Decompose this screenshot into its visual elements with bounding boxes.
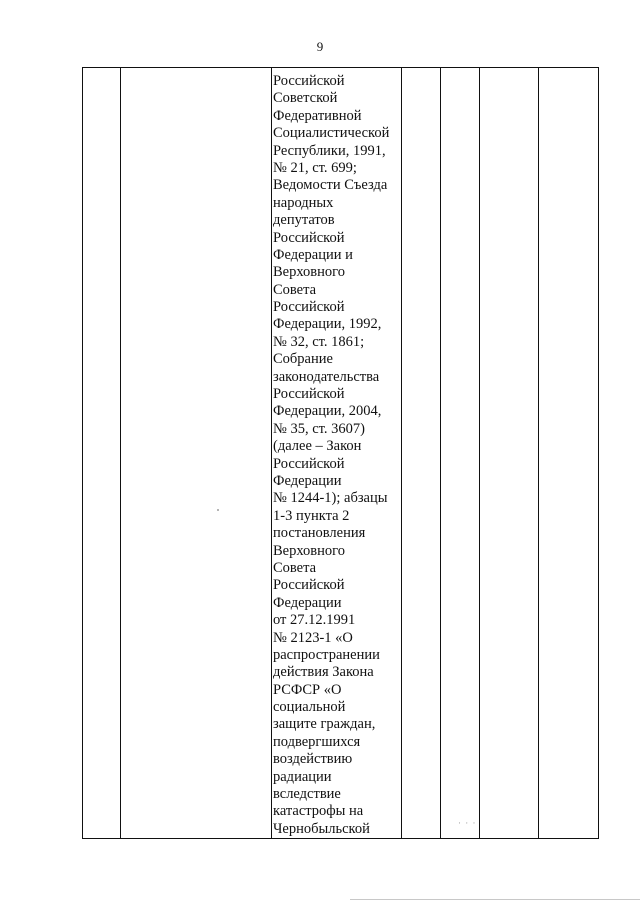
cell-line: Российской [273,299,345,316]
page-number: 9 [316,39,324,54]
cell-line: Советской [273,90,338,107]
legal-basis-cell-text [273,73,401,838]
cell-line: Федерации [273,594,342,611]
cell-line: Ведомости Съезда [273,177,388,194]
cell-line: РСФСР «О [273,681,342,698]
cell-line: Верховного [273,264,345,281]
cell-line: действия Закона [273,664,374,681]
cell-line: № 1244-1); абзацы [273,490,388,507]
cell-line: Федерации [273,472,342,489]
cell-line: постановления [273,525,366,542]
cell-line: № 2123-1 «О [273,629,353,646]
scan-dot [217,509,219,511]
column-divider [538,68,539,838]
cell-line: Федерации, 2004, [273,403,382,420]
cell-line: вследствие [273,786,341,803]
page-bottom-edge [350,899,640,900]
cell-line: (далее – Закон [273,438,362,455]
cell-line: Совета [273,281,317,298]
cell-line: законодательства [273,368,380,385]
cell-line: депутатов [273,212,335,229]
scan-artifact: · · · [458,818,477,828]
cell-line: Республики, 1991, [273,142,386,159]
cell-line: Совета [273,559,317,576]
cell-line: защите граждан, [273,716,376,733]
cell-line: Верховного [273,542,345,559]
cell-line: от 27.12.1991 [273,612,356,629]
cell-line: народных [273,194,334,211]
cell-line: Собрание [273,351,333,368]
cell-line: подвергшихся [273,733,361,750]
cell-line: воздействию [273,751,353,768]
cell-line: № 21, ст. 699; [273,159,357,176]
cell-line: Российской [273,455,345,472]
cell-line: социальной [273,699,346,716]
column-divider [440,68,441,838]
cell-line: Федерации и [273,246,353,263]
cell-line: Российской [273,229,345,246]
cell-line: Российской [273,386,345,403]
cell-line: № 35, ст. 3607) [273,420,365,437]
cell-line: 1-3 пункта 2 [273,507,350,524]
column-divider [120,68,121,838]
cell-line: радиации [273,768,332,785]
column-divider [479,68,480,838]
column-divider [401,68,402,838]
cell-line: Социалистической [273,125,390,142]
cell-line: распространении [273,646,380,663]
cell-line: Российской [273,577,345,594]
cell-line: катастрофы на [273,803,364,820]
document-table [82,67,599,839]
cell-line: Федеративной [273,107,362,124]
column-divider [271,68,272,838]
cell-line: № 32, ст. 1861; [273,333,365,350]
cell-line: Федерации, 1992, [273,316,382,333]
cell-line: Российской [273,73,345,89]
cell-line: Чернобыльской [273,820,370,837]
